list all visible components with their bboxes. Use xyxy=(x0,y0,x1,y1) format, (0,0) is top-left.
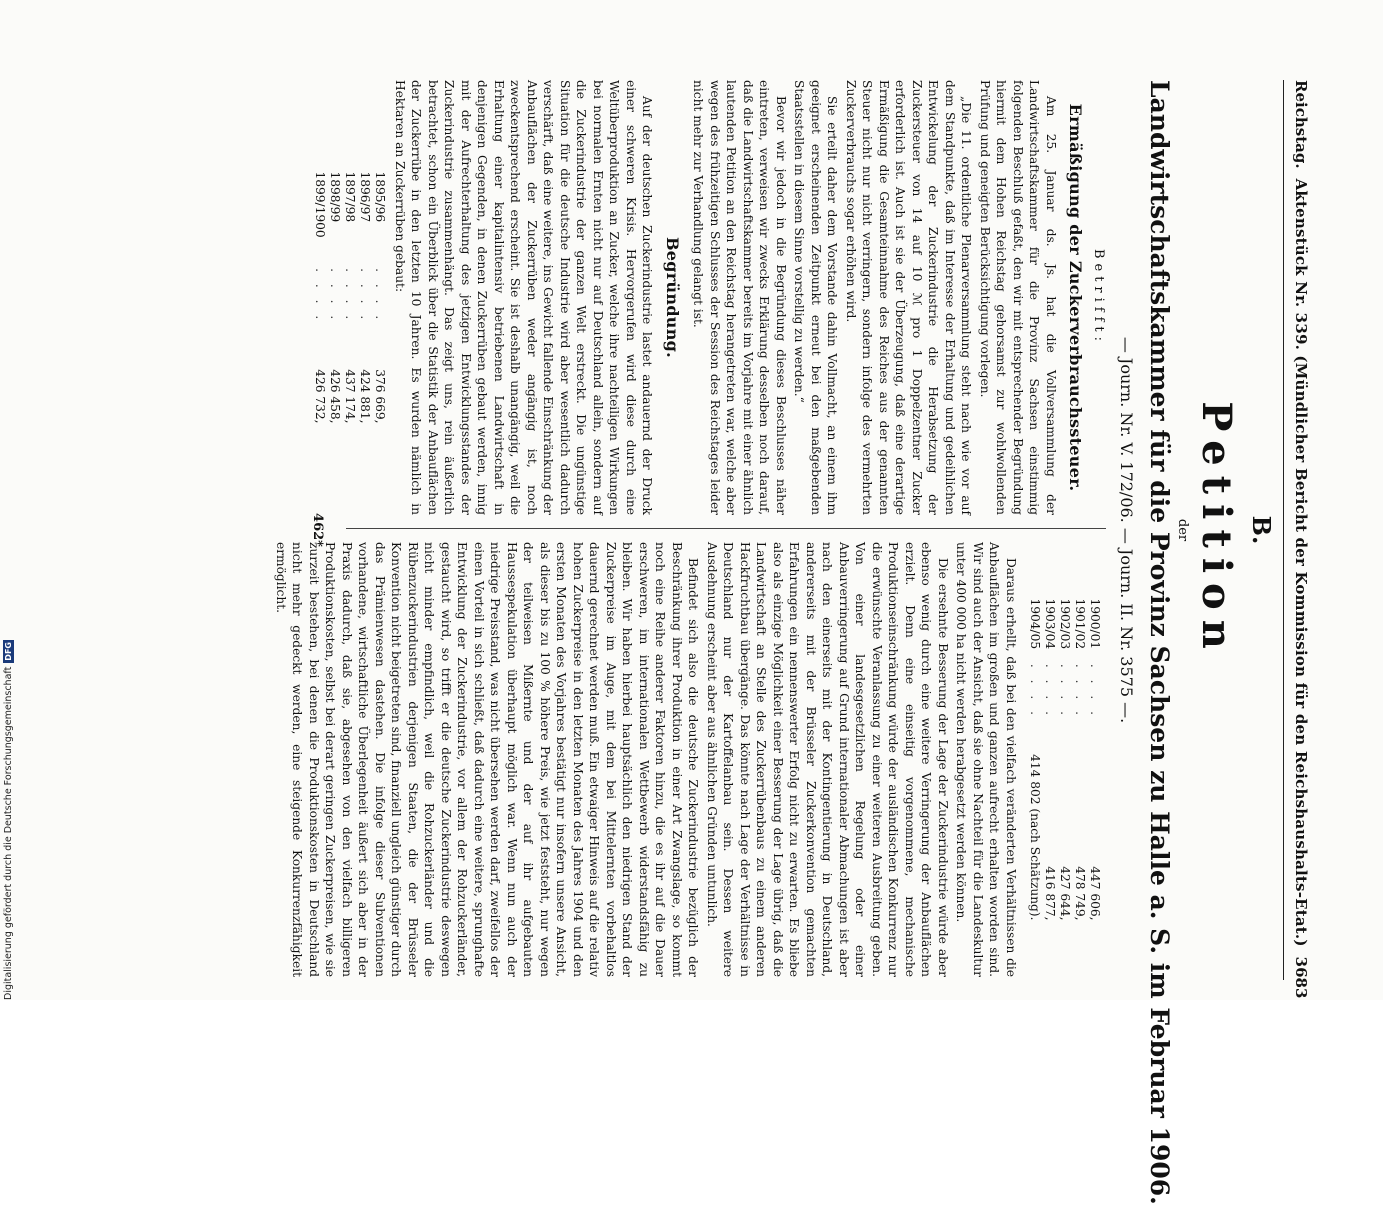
table-cell-value: 447 606, xyxy=(1088,866,1102,921)
table-cell-year: 1902/03 xyxy=(1058,598,1072,650)
paragraph: Auf der deutschen Zuckerindustrie lastet andauernd der Druck einer schweren Krisis. Hervorgerufen wird diese durch eine Weltüberproduktion an Zucker, welche ihre nachteiligen Wirkungen bei normalen Ernten nicht nur auf Deutschland allein, sondern auf die Zuckerindustrie der ganzen Welt erstreckt. Die ungünstige Situation für die deutsche Industrie wird aber wesentlich dadurch verschärft, daß eine weitere, ins Gewicht fallende Einschränkung der Anbauflächen der Zuckerrüben weder angängig ist, noch zweckentsprechend erscheint. Sie ist deshalb unangängig, weil die Erhaltung einer kapitalintensiv betriebenen Landwirtschaft in denjenigen Gegenden, in denen Zuckerrüben gebaut werden, innig mit der Aufrechterhaltung des jetzigen Entwicklungsstandes der Zuckerindustrie zusammenhängt. Das zeigt uns, rein äußerlich betrachtet, schon ein Überblick über die Statistik der Anbauflächen der Zuckerrübe in den letzten 10 Jahren. Es wurden nämlich in Hektaren an Zuckerrüben gebaut: xyxy=(393,80,655,515)
digitization-note xyxy=(2,600,14,1000)
table-row: 1896/97 . . . . 424 881, xyxy=(358,168,373,428)
table-cell-year: 1896/97 xyxy=(358,171,373,223)
table-cell-value: 426 458, xyxy=(328,369,343,424)
table-cell-value: 426 732, xyxy=(313,369,328,424)
paragraph: Daraus erhellt, daß bei den vielfach veränderten Verhältnissen die Anbauflächen im großen und ganzen aufrecht erhalten worden sind. Wir sind auch der Ansicht, daß sie ohne Nachteil für die Landeskultur unter 400 000 ha nicht werden herabgesetzt werden können. xyxy=(954,542,1018,977)
section-heading: Begründung. xyxy=(663,236,682,359)
table-cell-year: 1899/1900 xyxy=(313,171,328,238)
dfg-logo: DFG xyxy=(3,642,13,661)
journal-reference: — Journ. Nr. V. 172/06. — Journ. II. Nr. 3575 —. xyxy=(1117,336,1136,724)
paragraph: Die ersehnte Besserung der Lage der Zuckerindustrie würde aber ebenso wenig durch eine weitere Verringerung der Anbauflächen erzielt. Denn eine einseitig vorgenommene, mechanische Produktionseinschränkung würde der ausländischen Konkurrenz nur die erwünschte Veranlassung zu einer weiteren Ausbreitung geben. Von einer landesgesetzlichen Regelung oder einer Anbauverringerung auf Grund internationaler Abmachungen ist aber nach den einerseits mit der Kontingentierung in Deutschland, andererseits mit der Brüsseler Zuckerkonvention gemachten Erfahrungen ein nennenswerter Erfolg nicht zu erwarten. Es bliebe also als einzige Möglichkeit einer Besserung der Lage übrig, daß die Landwirtschaft an Stelle des Zuckerrübenbaus zu einem anderen Hackfruchtbau übergänge. Das könnte nach Lage der Verhältnisse in Deutschland nur der Kartoffelanbau sein. Dessen weitere Ausdehnung erscheint aber aus ähnlichen Gründen untunlich. xyxy=(705,542,950,977)
table-row: 1901/02 . . . . 478 749, xyxy=(1072,595,1087,925)
table-cell-value: 478 749, xyxy=(1073,866,1087,921)
table-cell-year: 1900/01 xyxy=(1088,598,1102,650)
table-row: 1902/03 . . . . 427 644, xyxy=(1057,595,1072,925)
section-letter: B. xyxy=(1247,515,1276,545)
left-column xyxy=(305,80,1107,515)
paragraph: Befindet sich also die deutsche Zuckerindustrie bezüglich der Beschränkung ihrer Produktion in einer Art Zwangslage, so kommt noch eine Reihe anderer Faktoren hinzu, die es ihr auf die Dauer erschweren, im internationalen Wettbewerb widerstandsfähig zu bleiben. Wir haben hierbei hauptsächlich den niedrigen Stand der Zuckerpreise im Auge, mit dem bei Mittelernten vorbehaltlos dauernd gerechnet werden muß. Ein etwaiger Hinweis auf die relativ hohen Zuckerpreise in den letzten Monaten des Jahres 1904 und den ersten Monaten des Vorjahres bestätigt nur insofern unsere Ansicht, als dieser bis zu 100 % höhere Preis, wie jetzt feststeht, nur wegen der teilweisen Mißernte und der auf ihr aufgebauten Haussespekulation überhaupt möglich war. Wenn nun auch der niedrige Preisstand, was nicht übersehen werden darf, zweifellos der einen Vorteil in sich schließt, daß dadurch eine weitere, sprunghafte Entwicklung der Zuckerindustrie, vor allem der Rohzuckerländer, gestaucht wird, so trifft er die deutsche Zuckerindustrie deswegen nicht minder empfindlich, weil die Rohzuckerländer und die Rübenzuckerindustrien derjenigen Staaten, die der Brüsseler Konvention nicht beigetreten sind, finanziell ungleich günstiger durch das Prämienwesen dastehen. Die infolge dieser Subventionen vorhandene, wirtschaftliche Überlegenheit äußert sich aber in der Praxis dadurch, daß sie, abgesehen von den vielfach billigeren Produktionskosten, selbst bei derart geringen Zuckerpreisen, wie sie zurzeit bestehen, bei denen die Produktionskosten in Deutschland nicht mehr gedeckt werden, eine steigende Konkurrenzfähigkeit ermöglicht. xyxy=(274,542,701,977)
running-header xyxy=(1283,80,1310,999)
paragraph: Am 25. Januar ds. Js. hat die Vollversammlung der Landwirtschaftskammer für die Provinz Sachsen einstimmig folgenden Beschluß gefaßt, den wir mit entsprechender Begründung hiermit dem Hohen Reichstag gehorsamst zur wohlwollenden Prüfung und geneigten Berücksichtigung vorlegen. xyxy=(978,80,1058,515)
table-cell-value: 427 644, xyxy=(1058,866,1072,921)
document-subtitle: Landwirtschaftskammer für die Provinz Sachsen zu Halle a. S. im Februar 1906. xyxy=(1145,80,1174,1205)
document-title: Petition xyxy=(1193,401,1240,659)
table-row: 1898/99 . . . . 426 458, xyxy=(328,168,343,428)
table-cell-year: 1897/98 xyxy=(343,171,358,223)
title-connector: der xyxy=(1175,518,1190,542)
digitization-note-text: Digitalisierung gefördert durch die Deutsche Forschungsgemeinschaft xyxy=(2,666,14,1000)
rotated-page-content xyxy=(90,80,1310,1205)
table-cell-year: 1903/04 xyxy=(1043,598,1057,650)
folio-number: 462* xyxy=(310,513,325,547)
header-page-number: 3683 xyxy=(1292,956,1310,999)
table-cell-value: 376 669, xyxy=(373,369,388,424)
header-middle: Aktenstück Nr. 339. (Mündlicher Bericht der Kommission für den Reichshaushalts-Etat.) xyxy=(1292,178,1310,947)
paragraph: Bevor wir jedoch in die Begründung dieses Beschlusses näher eintreten, verweisen wir zwecks Erklärung desselben noch darauf, daß die Landwirtschaftskammer bereits im Vorjahre mit einer ähnlich lautenden Petition an den Reichstag herangetreten war, welche aber wegen des frühzeitigen Schlusses der Session des Reichstages leider nicht mehr zur Verhandlung gelangt ist. xyxy=(691,80,788,515)
table-row: 1903/04 . . . . 416 877, xyxy=(1042,595,1057,925)
table-row: 1895/96 . . . . 376 669, xyxy=(373,168,388,428)
right-column xyxy=(271,542,1107,977)
table-cell-value: 424 881, xyxy=(358,369,373,424)
table-cell-year: 1898/99 xyxy=(328,171,343,223)
table-cell-value: 414 802 (nach Schätzung). xyxy=(1028,754,1042,921)
table-cell-year: 1901/02 xyxy=(1073,598,1087,650)
table-cell-year: 1895/96 xyxy=(373,171,388,223)
table-row: 1897/98 . . . . 437 174, xyxy=(343,168,358,428)
table-cell-value: 416 877, xyxy=(1043,866,1057,921)
betrifft-label: Betrifft: xyxy=(1091,248,1106,347)
table-cell-year: 1904/05 xyxy=(1028,598,1042,650)
table-row: 1904/05 . . . . 414 802 (nach Schätzung). xyxy=(1027,595,1042,925)
acreage-table-right xyxy=(1027,595,1102,925)
paragraph: „Die 11. ordentliche Plenarversammlung steht nach wie vor auf dem Standpunkte, daß im Interesse der Erhaltung und gedeihlichen Entwickelung der Zuckerindustrie die Herabsetzung der Zuckersteuer von 14 auf 10 ℳ pro 1 Doppelzentner Zucker erforderlich ist. Auch ist sie der Überzeugung, daß eine derartige Ermäßigung die Gesamteinnahme des Reiches aus der genannten Steuer nicht nur nicht verringern, sondern infolge des vermehrten Zuckerverbrauchs sogar erhöhen wird. xyxy=(844,80,974,515)
table-cell-value: 437 174, xyxy=(343,369,358,424)
header-left: Reichstag. xyxy=(1292,80,1310,169)
table-row: 1900/01 . . . . 447 606, xyxy=(1087,595,1102,925)
column-divider xyxy=(346,528,1106,529)
subject-heading: Ermäßigung der Zuckerverbrauchssteuer. xyxy=(1066,103,1086,492)
paragraph: Sie erteilt daher dem Vorstande dahin Vollmacht, an einem ihm geeignet erscheinenden Zeitpunkt erneut bei den maßgebenden Staatsstellen in diesem Sinne vorstellig zu werden.“ xyxy=(792,80,840,515)
table-row: 1899/1900 . . . . 426 732, xyxy=(313,168,328,428)
